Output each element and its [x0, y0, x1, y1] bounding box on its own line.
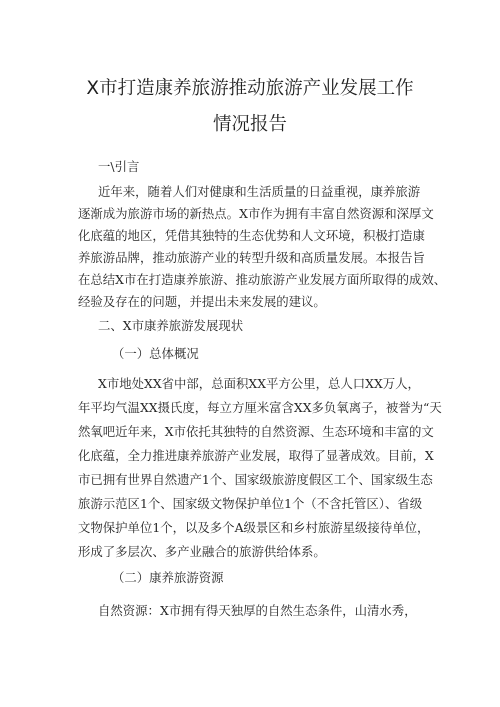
paragraph-line: 逐渐成为旅游市场的新热点。X市作为拥有丰富自然资源和深厚文: [78, 206, 434, 221]
paragraph-line: 年平均气温XX摄氏度，每立方厘米富含XX多负氧离子，被誉为“天: [78, 400, 442, 415]
paragraph-line: 然氧吧近年来，X市依托其独特的自然资源、生态环境和丰富的文: [78, 424, 434, 439]
paragraph-line: 在总结X市在打造康养旅游、推动旅游产业发展方面所取得的成效、: [78, 272, 447, 287]
paragraph-line: 市已拥有世界自然遗产1个、国家级旅游度假区工个、国家级生态: [78, 472, 433, 487]
paragraph-line: 化底蕴的地区，凭借其独特的生态优势和人文环境，积极打造康: [78, 228, 425, 243]
paragraph-line: X市地处XX省中部，总面积XX平方公里，总人口XX万人，: [98, 376, 420, 391]
section-heading-introduction: 一\引言: [98, 159, 140, 174]
subsection-heading-overview: （一）总体概况: [112, 346, 199, 361]
paragraph-line: 形成了多层次、多产业融合的旅游供给体系。: [78, 544, 326, 559]
paragraph-line: 经验及存在的问题，并提出未来发展的建议。: [78, 294, 326, 309]
document-title-line-1: X市打造康养旅游推动旅游产业发展工作: [86, 78, 414, 99]
paragraph-line: 养旅游品牌，推动旅游产业的转型升级和高质量发展。本报告旨: [78, 250, 425, 265]
subsection-heading-resources: （二）康养旅游资源: [112, 570, 224, 585]
paragraph-line: 自然资源：X市拥有得天独厚的自然生态条件，山清水秀，: [98, 603, 417, 618]
document-title-line-2: 情况报告: [212, 114, 287, 135]
paragraph-line: 旅游示范区1个、国家级文物保护单位1个（不含托管区）、省级: [78, 496, 423, 511]
section-heading-current-status: 二、X市康养旅游发展现状: [98, 318, 244, 333]
paragraph-line: 近年来，随着人们对健康和生活质量的日益重视，康养旅游: [98, 184, 421, 199]
paragraph-line: 化底蕴，全力推进康养旅游产业发展，取得了显著成效。目前，X: [78, 448, 434, 463]
paragraph-line: 文物保护单位1个，以及多个A级景区和乡村旅游星级接待单位，: [78, 520, 430, 535]
